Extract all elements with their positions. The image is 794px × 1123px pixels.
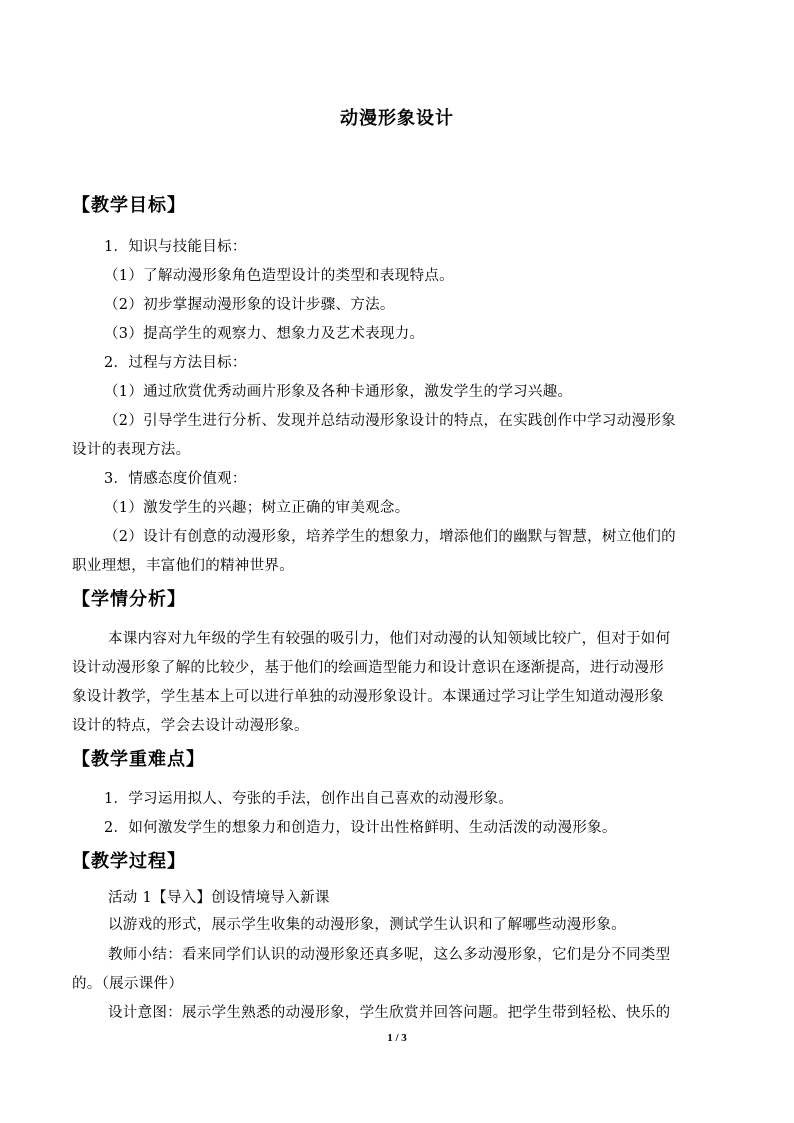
- objectives-line: 2．过程与方法目标：: [104, 355, 247, 371]
- objectives-line: （1）通过欣赏优秀动画片形象及各种卡通形象，激发学生的学习兴趣。: [104, 384, 573, 400]
- section-heading-process: 【教学过程】: [72, 851, 186, 872]
- process-line: 活动 1【导入】创设情境导入新课: [108, 890, 330, 906]
- objectives-line: 3．情感态度价值观：: [104, 471, 247, 487]
- analysis-line: 设计的特点，学会去设计动漫形象。: [72, 718, 309, 734]
- section-heading-key-points: 【教学重难点】: [72, 749, 205, 770]
- analysis-line: 本课内容对九年级的学生有较强的吸引力，他们对动漫的认知领域比较广，但对于如何: [108, 631, 671, 647]
- objectives-line: （2）引导学生进行分析、发现并总结动漫形象设计的特点，在实践创作中学习动漫形象: [104, 413, 676, 429]
- analysis-line: 设计动漫形象了解的比较少，基于他们的绘画造型能力和设计意识在逐渐提高，进行动漫形: [72, 660, 664, 676]
- objectives-line: （2）设计有创意的动漫形象，培养学生的想象力，增添他们的幽默与智慧，树立他们的: [104, 529, 676, 545]
- key-points-line: 1．学习运用拟人、夸张的手法，创作出自己喜欢的动漫形象。: [104, 791, 514, 807]
- page-title: 动漫形象设计: [340, 108, 454, 129]
- process-line: 的。（展示课件）: [72, 976, 184, 992]
- objectives-line: （1）了解动漫形象角色造型设计的类型和表现特点。: [104, 268, 454, 284]
- page-number: 1 / 3: [387, 1032, 407, 1044]
- analysis-line: 象设计教学，学生基本上可以进行单独的动漫形象设计。本课通过学习让学生知道动漫形象: [72, 689, 664, 705]
- process-line: 以游戏的形式，展示学生收集的动漫形象，测试学生认识和了解哪些动漫形象。: [108, 917, 626, 933]
- objectives-line: （2）初步掌握动漫形象的设计步骤、方法。: [104, 297, 395, 313]
- section-heading-analysis: 【学情分析】: [72, 589, 186, 610]
- process-line: 教师小结：看来同学们认识的动漫形象还真多呢，这么多动漫形象，它们是分不同类型: [108, 947, 671, 963]
- objectives-line: 设计的表现方法。: [72, 442, 191, 458]
- objectives-line: 职业理想，丰富他们的精神世界。: [72, 558, 294, 574]
- objectives-line: （1）激发学生的兴趣；树立正确的审美观念。: [104, 500, 410, 516]
- objectives-line: （3）提高学生的观察力、想象力及艺术表现力。: [104, 326, 425, 342]
- section-heading-objectives: 【教学目标】: [72, 195, 186, 216]
- objectives-line: 1．知识与技能目标：: [104, 239, 247, 255]
- key-points-line: 2．如何激发学生的想象力和创造力，设计出性格鲜明、生动活泼的动漫形象。: [104, 820, 617, 836]
- process-line: 设计意图：展示学生熟悉的动漫形象，学生欣赏并回答问题。把学生带到轻松、快乐的: [108, 1005, 671, 1021]
